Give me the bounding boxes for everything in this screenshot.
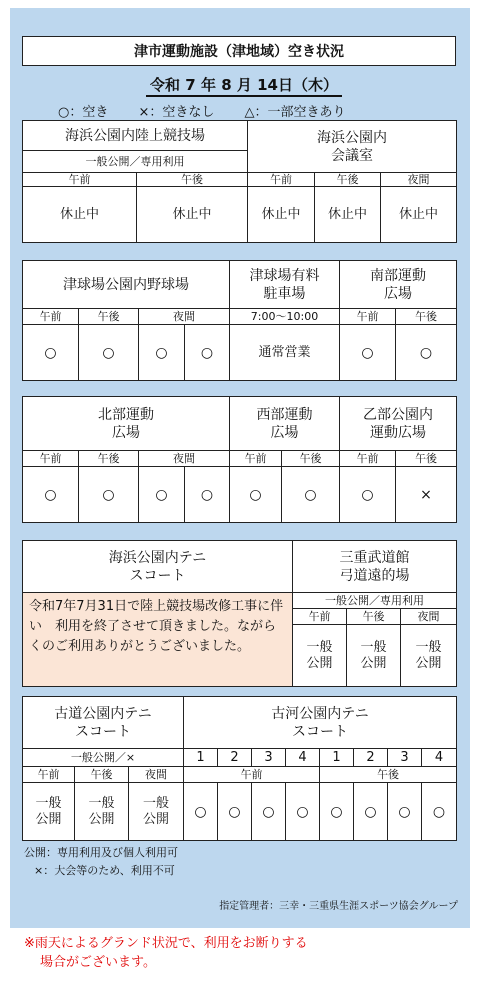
date-month: 8	[221, 76, 232, 94]
status-cell: ○	[79, 467, 139, 523]
period-header: 午後	[75, 767, 129, 783]
date-line	[0, 74, 488, 95]
status-cell: ○	[230, 467, 282, 523]
facility-name: 津球場有料駐車場	[230, 261, 340, 309]
period-header: 夜間	[381, 173, 457, 187]
facility-name: 古道公園内テニスコート	[23, 697, 184, 749]
status-cell: 休止中	[248, 187, 315, 243]
status-cell: ○	[218, 783, 252, 841]
legend-available: ○：空き	[58, 105, 109, 120]
period-header: 午前	[184, 767, 320, 783]
status-cell: 休止中	[23, 187, 137, 243]
status-cell: ○	[23, 467, 79, 523]
status-cell: ×	[396, 467, 457, 523]
period-header: 午前	[23, 309, 79, 325]
period-header: 午前	[230, 451, 282, 467]
status-cell: ○	[139, 325, 185, 381]
section5-table	[22, 696, 457, 841]
period-header: 午前	[340, 451, 396, 467]
period-header: 午前	[248, 173, 315, 187]
status-cell: ○	[184, 783, 218, 841]
court-number: 2	[218, 749, 252, 767]
court-number: 3	[252, 749, 286, 767]
legend	[58, 101, 372, 120]
facility-name: 津球場公園内野球場	[23, 261, 230, 309]
status-cell: 休止中	[381, 187, 457, 243]
status-cell: ○	[340, 467, 396, 523]
date-year: 7	[185, 76, 196, 94]
facility-name: 西部運動広場	[230, 397, 340, 451]
status-cell: ○	[422, 783, 457, 841]
status-cell: 通常営業	[230, 325, 340, 381]
status-cell: ○	[185, 325, 230, 381]
period-header: 午後	[396, 309, 457, 325]
period-header: 午後	[320, 767, 457, 783]
status-cell: ○	[354, 783, 388, 841]
period-header: 午前	[23, 173, 137, 187]
period-header: 午後	[347, 609, 401, 625]
status-cell: ○	[340, 325, 396, 381]
section3-table	[22, 396, 457, 523]
period-header: 夜間	[401, 609, 457, 625]
status-cell: ○	[252, 783, 286, 841]
closure-notice: 令和7年7月31日で陸上競技場改修工事に伴い 利用を終了させて頂きました。ながらくのご利用ありがとうございました。	[23, 593, 293, 687]
court-number: 4	[286, 749, 320, 767]
status-cell: ○	[139, 467, 185, 523]
legend-partial: △：一部空きあり	[244, 105, 346, 120]
facility-name: 北部運動広場	[23, 397, 230, 451]
period-header: 午後	[315, 173, 381, 187]
facility-name: 乙部公園内運動広場	[340, 397, 457, 451]
period-header: 夜間	[129, 767, 184, 783]
period-header: 午前	[340, 309, 396, 325]
section2-table	[22, 260, 457, 381]
date-year-unit: 年	[200, 76, 216, 94]
period-header: 午前	[23, 767, 75, 783]
rain-warning	[24, 934, 308, 972]
period-header: 午前	[293, 609, 347, 625]
facility-name: 古河公園内テニスコート	[184, 697, 457, 749]
status-cell: 一般公開	[347, 625, 401, 687]
date-day: 14日（木）	[257, 76, 338, 94]
facility-name: 海浜公園内テニスコート	[23, 541, 293, 593]
facility-name: 三重武道館弓道遠的場	[293, 541, 457, 593]
period-header: 7:00～10:00	[230, 309, 340, 325]
status-cell: ○	[396, 325, 457, 381]
court-number: 3	[388, 749, 422, 767]
status-cell: 一般公開	[75, 783, 129, 841]
status-cell: 一般公開	[293, 625, 347, 687]
footnote-public: 公開：専用利用及び個人利用可	[24, 846, 178, 859]
section4-table	[22, 540, 457, 687]
status-cell: ○	[79, 325, 139, 381]
court-number: 1	[184, 749, 218, 767]
period-header: 午後	[282, 451, 340, 467]
court-number: 4	[422, 749, 457, 767]
rain-warning-line2: 場合がございます。	[40, 955, 156, 970]
court-number: 1	[320, 749, 354, 767]
facility-name: 南部運動広場	[340, 261, 457, 309]
period-header: 午後	[396, 451, 457, 467]
status-cell: ○	[320, 783, 354, 841]
status-cell: ○	[388, 783, 422, 841]
date-month-unit: 月	[236, 76, 252, 94]
period-header: 夜間	[139, 309, 230, 325]
facility-usage-type: 一般公開／専用利用	[23, 151, 248, 173]
status-cell: 一般公開	[401, 625, 457, 687]
status-cell: 休止中	[137, 187, 248, 243]
period-header: 午後	[137, 173, 248, 187]
status-cell: 一般公開	[23, 783, 75, 841]
status-cell: ○	[282, 467, 340, 523]
facility-usage-type: 一般公開／専用利用	[293, 593, 457, 609]
date-era: 令和	[150, 76, 181, 94]
facility-usage-type: 一般公開／×	[23, 749, 184, 767]
facility-name: 海浜公園内陸上競技場	[23, 121, 248, 151]
rain-warning-line1: ※雨天によるグランド状況で、利用をお断りする	[24, 936, 308, 951]
period-header: 午後	[79, 451, 139, 467]
legend-full: ×：空きなし	[138, 105, 215, 120]
period-header: 午前	[23, 451, 79, 467]
period-header: 夜間	[139, 451, 230, 467]
manager-credit: 指定管理者：三幸・三重県生涯スポーツ協会グループ	[219, 901, 458, 912]
court-number: 2	[354, 749, 388, 767]
facility-name: 海浜公園内会議室	[248, 121, 457, 173]
status-cell: ○	[185, 467, 230, 523]
page-title: 津市運動施設（津地域）空き状況	[22, 36, 456, 66]
status-cell: 一般公開	[129, 783, 184, 841]
period-header: 午後	[79, 309, 139, 325]
status-cell: 休止中	[315, 187, 381, 243]
status-cell: ○	[23, 325, 79, 381]
section1-table	[22, 120, 457, 243]
footnote-closed: ×：大会等のため、利用不可	[34, 864, 175, 877]
status-cell: ○	[286, 783, 320, 841]
